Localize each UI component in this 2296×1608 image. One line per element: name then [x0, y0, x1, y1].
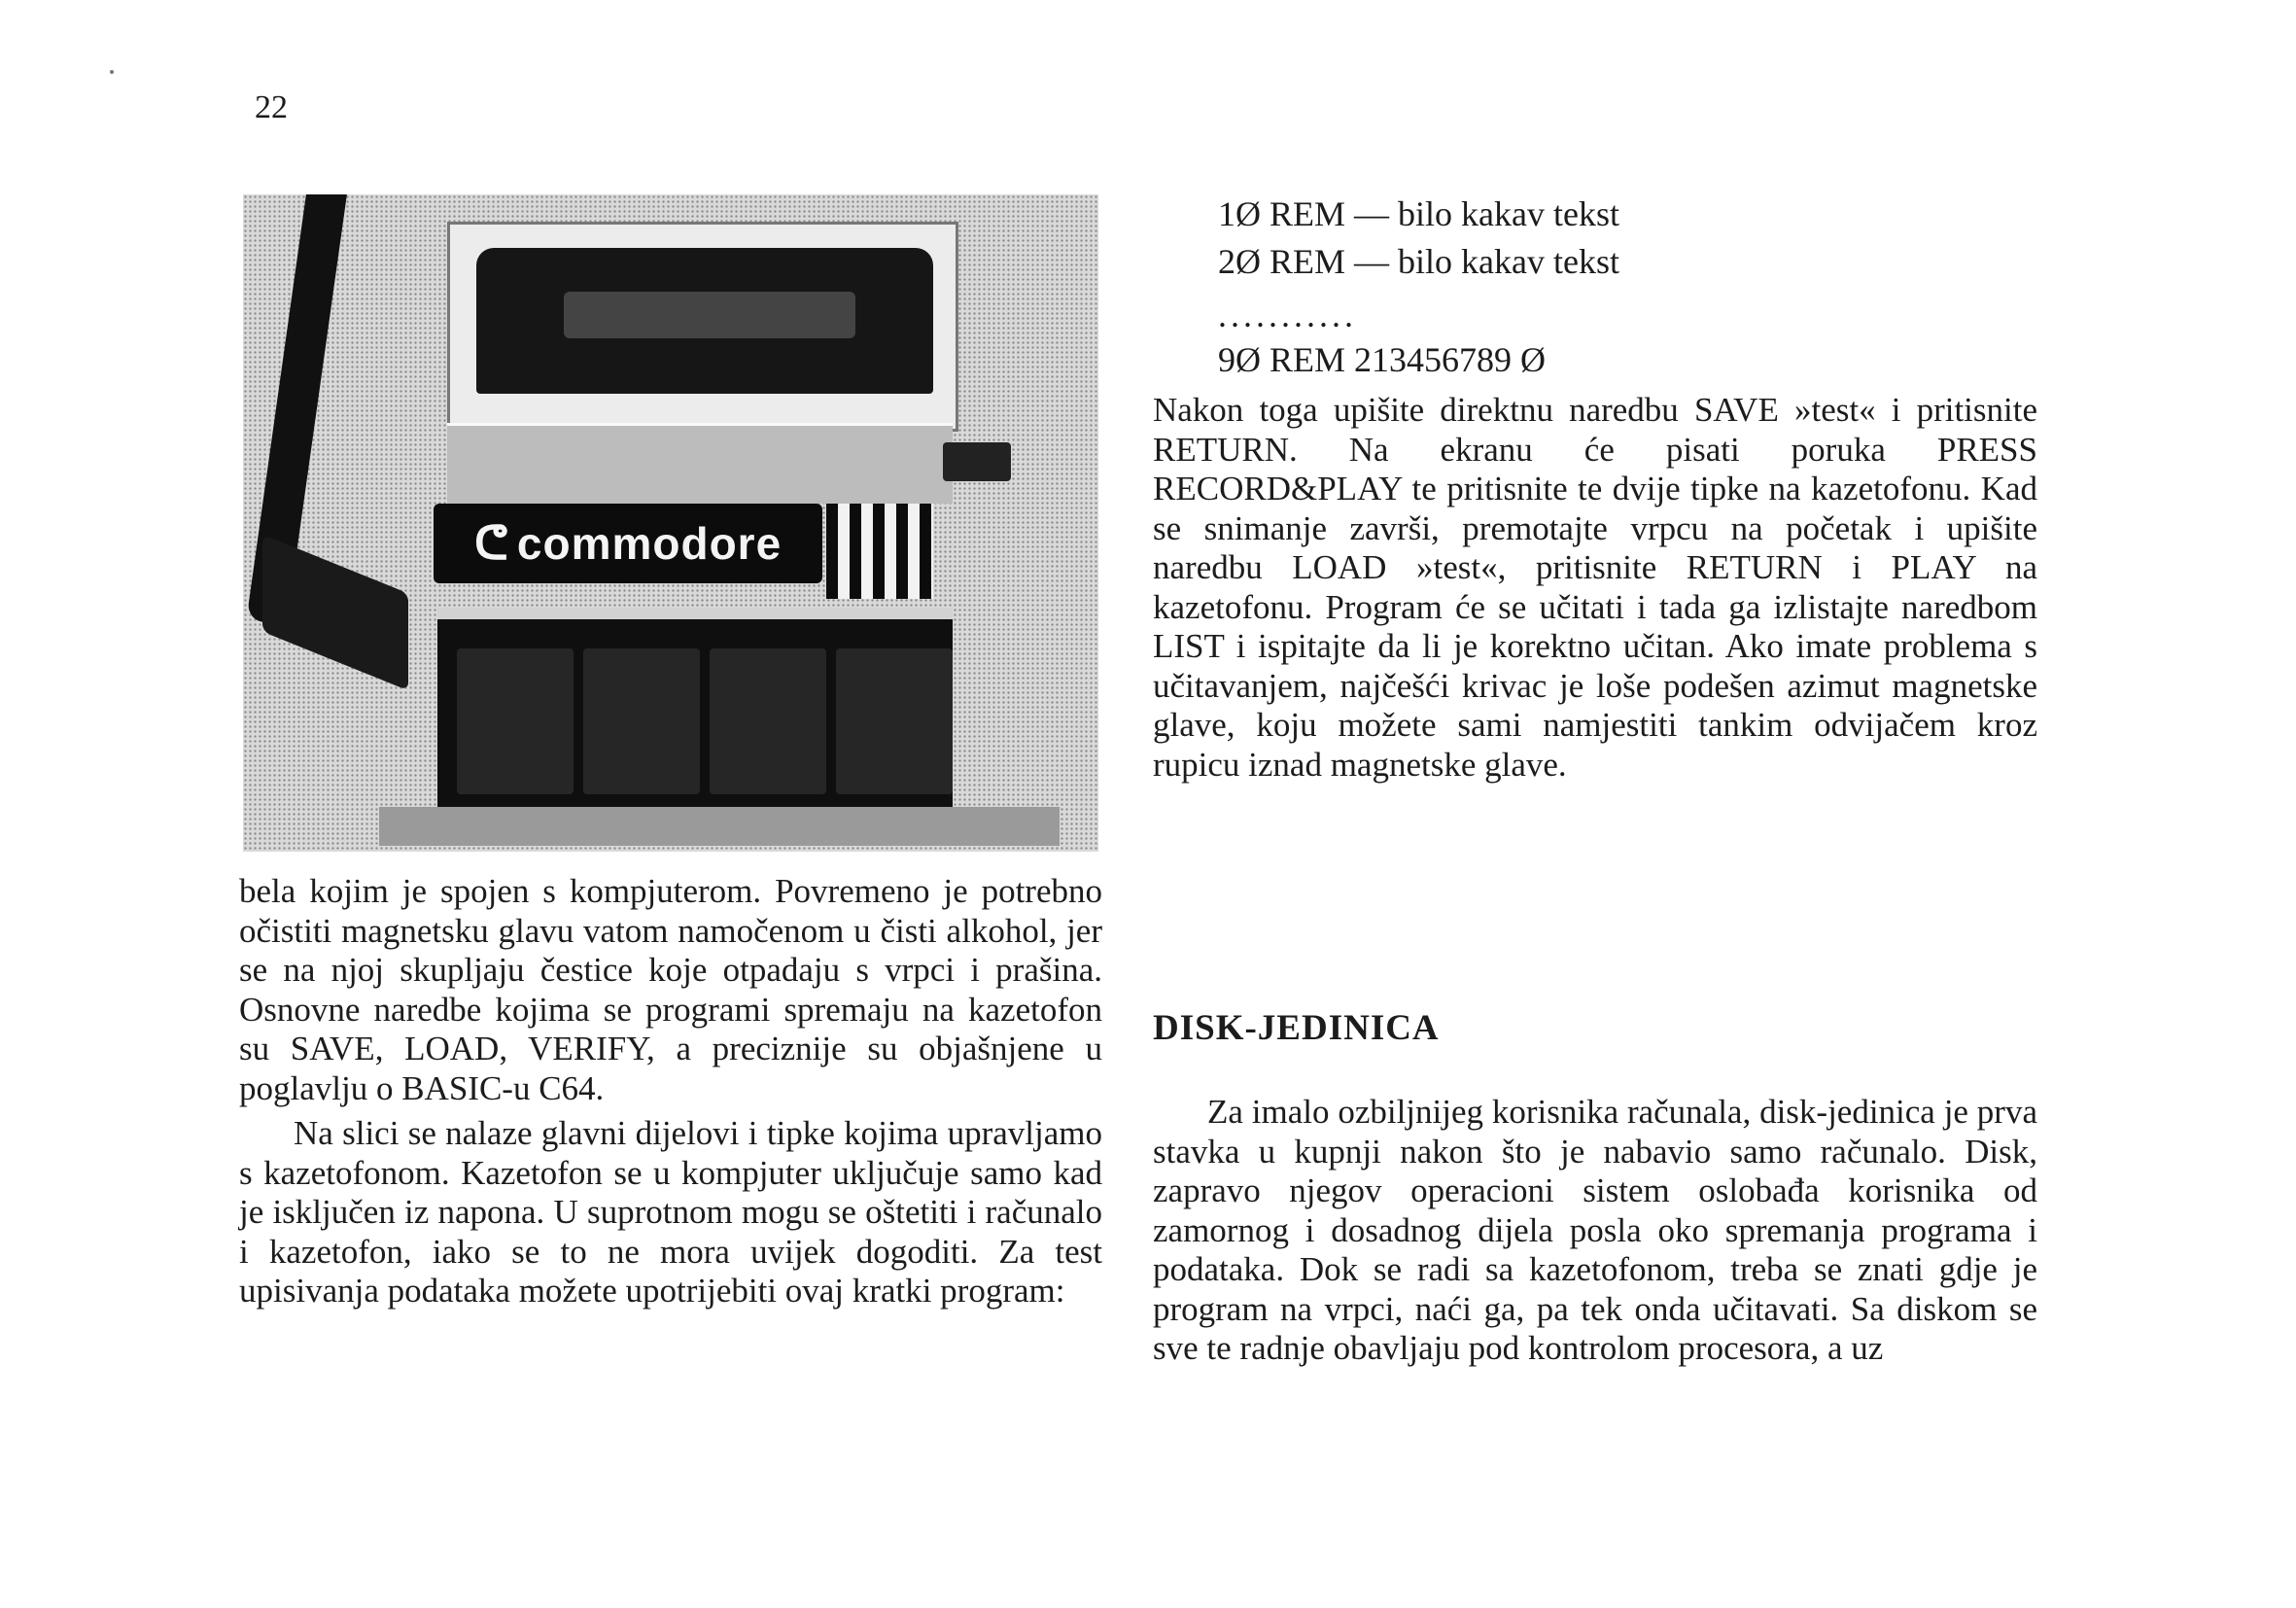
- device-base: [379, 807, 1060, 846]
- tape-counter: [943, 442, 1011, 481]
- paragraph: bela kojim je spojen s kompjuterom. Povremeno je potrebno očistiti magnetsku glavu vatom namočenom u čisti alkohol, jer se na njoj skupljaju čestice koje otpadaju s vrpci i prašina. Osnovne naredbe kojima se programi spremaju na kazetofon su SAVE, LOAD, VERIFY, a preciznije su objašnjene u poglavlju o BASIC-u C64.: [239, 872, 1102, 1107]
- right-column: [1153, 391, 2037, 785]
- paragraph: Na slici se nalaze glavni dijelovi i tipke kojima upravljamo s kazetofonom. Kazetofon se u kompjuter uključuje samo kad je isključen iz napona. U suprotnom mogu se oštetiti i računalo i kazetofon, iako se to ne mora uvijek dogoditi. Za test upisivanja podataka možete upotrijebiti ovaj kratki program:: [239, 1114, 1102, 1310]
- stripe-decoration: [826, 504, 933, 599]
- program-ellipsis: ...........: [1218, 296, 1357, 334]
- connector-plug: [262, 535, 408, 691]
- left-column: [239, 872, 1102, 1311]
- paragraph: Za imalo ozbiljnijeg korisnika računala, disk-jedinica je prva stavka u kupnji nakon što je nabavio samo računalo. Disk, zapravo njegov operacioni sistem oslobađa korisnika od zamornog i dosadnog dijela posla oko spremanja programa i podataka. Dok se radi sa kazetofonom, treba se znati gdje je program na vrpci, naći ga, pa tek onda učitavati. Sa diskom se sve te radnje obavljaju pod kontrolom procesora, a uz: [1153, 1093, 2037, 1367]
- control-keys: [437, 608, 953, 823]
- cassette-tape: [564, 292, 855, 338]
- brand-label: commodore: [516, 518, 783, 569]
- page-speck: [110, 70, 114, 74]
- section-heading: DISK-JEDINICA: [1153, 1008, 1440, 1048]
- rewind-key: [710, 648, 826, 794]
- forward-key: [836, 648, 953, 794]
- record-key: [457, 648, 574, 794]
- program-line: 9Ø REM 213456789 Ø: [1218, 340, 1547, 379]
- play-key: [583, 648, 700, 794]
- program-line: 1Ø REM — bilo kakav tekst: [1218, 194, 1619, 233]
- paragraph: Nakon toga upišite direktnu naredbu SAVE »test« i pritisnite RETURN. Na ekranu će pisati poruka PRESS RECORD&PLAY te pritisnite te dvije tipke na kazetofonu. Kad se snimanje završi, premotajte vrpcu na početak i upišite naredbu LOAD »test«, pritisnite RETURN i PLAY na kazetofonu. Program će se učitati i tada ga izlistajte naredbom LIST i ispitajte da li je korektno učitan. Ako imate problema s učitavanjem, najčešći krivac je loše podešen azimut magnetske glave, koju možete sami namjestiti tankim odvijačem kroz rupicu iznad magnetske glave.: [1153, 391, 2037, 784]
- program-listing: [1218, 191, 1619, 384]
- brand-badge: [434, 504, 822, 583]
- program-line: 2Ø REM — bilo kakav tekst: [1218, 242, 1619, 281]
- tape-deck: [447, 423, 953, 504]
- datasette-photo: [243, 194, 1098, 852]
- section-body: [1153, 1087, 2037, 1369]
- commodore-logo-icon: ᕦ: [473, 518, 509, 570]
- page-number: 22: [255, 89, 288, 125]
